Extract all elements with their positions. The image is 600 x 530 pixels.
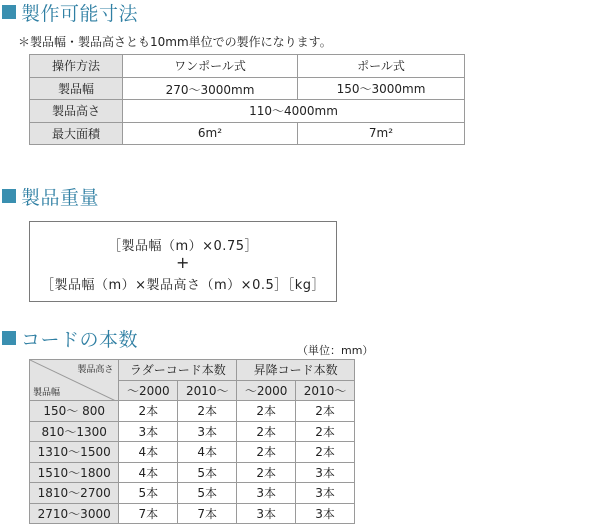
table-cell: 150〜3000mm [298,77,465,100]
table-cell: 110〜4000mm [123,100,465,123]
section-heading-weight [2,184,99,208]
heading-text: 製品重量 [21,186,100,209]
table-cell: 2本 [237,401,296,422]
row-label: 1310〜1500 [30,442,119,463]
formula-plus: + [176,253,190,272]
table-cell: 7本 [178,503,237,524]
header-cell: 操作方法 [30,55,123,78]
table-header-row [30,55,465,78]
table-cell: 5本 [119,483,178,504]
size-spec-table [29,54,465,145]
sub-header-cell: 2010〜 [296,380,355,401]
row-label: 810〜1300 [30,421,119,442]
heading-square-icon [2,189,16,203]
table-row [30,401,355,422]
row-label: 2710〜3000 [30,503,119,524]
cord-count-table [29,359,355,524]
table-cell: 2本 [237,462,296,483]
table-cell: 4本 [119,462,178,483]
weight-formula-box [29,221,337,302]
table-cell: 2本 [178,401,237,422]
header-cell: ポール式 [298,55,465,78]
table-row [30,483,355,504]
table-cell: 5本 [178,483,237,504]
corner-height-label: 製品高さ [77,365,114,375]
row-label: 1510〜1800 [30,462,119,483]
table-cell: 7本 [119,503,178,524]
table-cell: 4本 [178,442,237,463]
heading-square-icon [2,331,16,345]
section-heading-cords [2,326,138,350]
heading-text: コードの本数 [21,328,139,351]
section-heading-size [2,0,138,24]
table-cell: 3本 [178,421,237,442]
table-cell: 5本 [178,462,237,483]
group-header-cell: 昇降コード本数 [237,360,355,381]
row-label: 製品幅 [30,77,123,100]
table-cell: 3本 [296,483,355,504]
table-cell: 2本 [296,421,355,442]
table-row [30,462,355,483]
group-header-row [30,360,355,381]
heading-square-icon [2,5,16,19]
table-cell: 3本 [296,503,355,524]
header-cell: ワンポール式 [123,55,298,78]
table-cell: 3本 [296,462,355,483]
table-cell: 2本 [237,442,296,463]
sub-header-cell: 2010〜 [178,380,237,401]
unit-label: （単位：mm） [297,344,374,357]
table-cell: 3本 [237,503,296,524]
table-cell: 2本 [296,442,355,463]
row-label: 1810〜2700 [30,483,119,504]
table-cell: 2本 [237,421,296,442]
table-cell: 6m² [123,122,298,145]
table-row [30,421,355,442]
formula-line-2: ［製品幅（m）×製品高さ（m）×0.5］［kg］ [40,278,326,293]
row-label: 150〜 800 [30,401,119,422]
row-label: 最大面積 [30,122,123,145]
sub-header-cell: 〜2000 [237,380,296,401]
table-row [30,77,465,100]
corner-cell [30,360,119,401]
table-cell: 7m² [298,122,465,145]
table-row [30,442,355,463]
table-row [30,503,355,524]
row-label: 製品高さ [30,100,123,123]
production-note: ＊製品幅・製品高さとも10mm単位での製作になります。 [18,35,332,49]
table-cell: 3本 [237,483,296,504]
table-cell: 2本 [296,401,355,422]
table-cell: 270〜3000mm [123,77,298,100]
corner-width-label: 製品幅 [33,388,61,398]
formula-line-1: ［製品幅（m）×0.75］ [107,239,258,254]
table-row [30,100,465,123]
table-row [30,122,465,145]
table-cell: 2本 [119,401,178,422]
group-header-cell: ラダーコード本数 [119,360,237,381]
table-cell: 4本 [119,442,178,463]
sub-header-cell: 〜2000 [119,380,178,401]
table-cell: 3本 [119,421,178,442]
heading-text: 製作可能寸法 [21,2,139,25]
